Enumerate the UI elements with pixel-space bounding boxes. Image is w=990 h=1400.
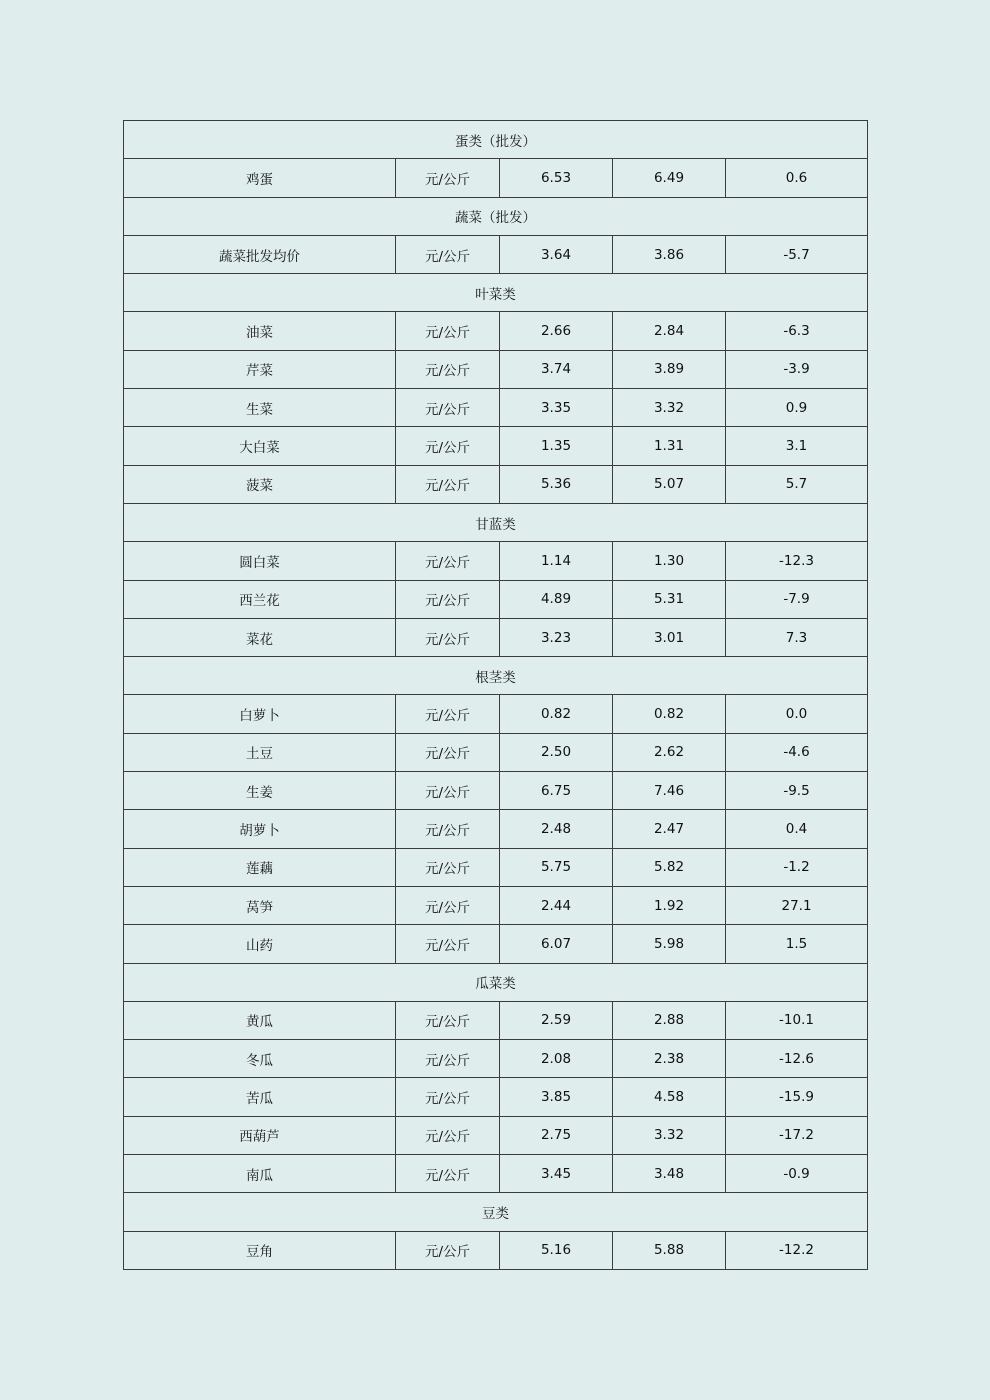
item-name-cell: 大白菜 <box>124 427 396 465</box>
change-percent-cell: 0.6 <box>726 159 868 197</box>
table-row <box>124 235 868 273</box>
current-price-cell: 3.85 <box>500 1078 613 1116</box>
change-percent-cell: -15.9 <box>726 1078 868 1116</box>
current-price-cell: 2.59 <box>500 1001 613 1039</box>
section-title: 蔬菜（批发） <box>124 197 868 235</box>
change-percent-cell: -12.6 <box>726 1040 868 1078</box>
item-name-cell: 南瓜 <box>124 1155 396 1193</box>
change-percent-cell: 1.5 <box>726 925 868 963</box>
previous-price-cell: 5.98 <box>613 925 726 963</box>
unit-cell: 元/公斤 <box>396 1231 500 1269</box>
table-row <box>124 810 868 848</box>
change-percent-cell: -17.2 <box>726 1116 868 1154</box>
current-price-cell: 3.74 <box>500 350 613 388</box>
table-row <box>124 848 868 886</box>
change-percent-cell: 3.1 <box>726 427 868 465</box>
section-title: 根茎类 <box>124 657 868 695</box>
table-row <box>124 1231 868 1269</box>
change-percent-cell: 0.0 <box>726 695 868 733</box>
price-table-body <box>124 121 868 1270</box>
previous-price-cell: 1.92 <box>613 886 726 924</box>
table-row <box>124 159 868 197</box>
current-price-cell: 1.35 <box>500 427 613 465</box>
item-name-cell: 油菜 <box>124 312 396 350</box>
table-row <box>124 925 868 963</box>
current-price-cell: 6.75 <box>500 772 613 810</box>
current-price-cell: 3.35 <box>500 389 613 427</box>
table-row <box>124 733 868 771</box>
current-price-cell: 3.23 <box>500 618 613 656</box>
section-header-row <box>124 274 868 312</box>
unit-cell: 元/公斤 <box>396 1040 500 1078</box>
section-title: 蛋类（批发） <box>124 121 868 159</box>
change-percent-cell: -6.3 <box>726 312 868 350</box>
unit-cell: 元/公斤 <box>396 350 500 388</box>
item-name-cell: 菠菜 <box>124 465 396 503</box>
table-row <box>124 1116 868 1154</box>
change-percent-cell: -0.9 <box>726 1155 868 1193</box>
change-percent-cell: -12.3 <box>726 542 868 580</box>
previous-price-cell: 2.84 <box>613 312 726 350</box>
current-price-cell: 6.07 <box>500 925 613 963</box>
item-name-cell: 冬瓜 <box>124 1040 396 1078</box>
unit-cell: 元/公斤 <box>396 235 500 273</box>
item-name-cell: 圆白菜 <box>124 542 396 580</box>
change-percent-cell: 0.4 <box>726 810 868 848</box>
previous-price-cell: 3.86 <box>613 235 726 273</box>
current-price-cell: 6.53 <box>500 159 613 197</box>
unit-cell: 元/公斤 <box>396 618 500 656</box>
change-percent-cell: -4.6 <box>726 733 868 771</box>
previous-price-cell: 2.38 <box>613 1040 726 1078</box>
section-header-row <box>124 1193 868 1231</box>
unit-cell: 元/公斤 <box>396 1155 500 1193</box>
item-name-cell: 黄瓜 <box>124 1001 396 1039</box>
item-name-cell: 莲藕 <box>124 848 396 886</box>
current-price-cell: 3.45 <box>500 1155 613 1193</box>
unit-cell: 元/公斤 <box>396 733 500 771</box>
previous-price-cell: 2.88 <box>613 1001 726 1039</box>
table-row <box>124 427 868 465</box>
current-price-cell: 2.75 <box>500 1116 613 1154</box>
change-percent-cell: 5.7 <box>726 465 868 503</box>
table-row <box>124 695 868 733</box>
section-title: 叶菜类 <box>124 274 868 312</box>
current-price-cell: 0.82 <box>500 695 613 733</box>
unit-cell: 元/公斤 <box>396 848 500 886</box>
item-name-cell: 土豆 <box>124 733 396 771</box>
previous-price-cell: 2.47 <box>613 810 726 848</box>
change-percent-cell: 7.3 <box>726 618 868 656</box>
change-percent-cell: -12.2 <box>726 1231 868 1269</box>
item-name-cell: 菜花 <box>124 618 396 656</box>
current-price-cell: 5.36 <box>500 465 613 503</box>
current-price-cell: 2.08 <box>500 1040 613 1078</box>
section-header-row <box>124 963 868 1001</box>
change-percent-cell: 0.9 <box>726 389 868 427</box>
previous-price-cell: 5.07 <box>613 465 726 503</box>
unit-cell: 元/公斤 <box>396 542 500 580</box>
unit-cell: 元/公斤 <box>396 810 500 848</box>
change-percent-cell: -1.2 <box>726 848 868 886</box>
table-row <box>124 1001 868 1039</box>
change-percent-cell: -3.9 <box>726 350 868 388</box>
previous-price-cell: 3.48 <box>613 1155 726 1193</box>
section-title: 豆类 <box>124 1193 868 1231</box>
unit-cell: 元/公斤 <box>396 1001 500 1039</box>
item-name-cell: 豆角 <box>124 1231 396 1269</box>
section-title: 甘蓝类 <box>124 503 868 541</box>
change-percent-cell: -10.1 <box>726 1001 868 1039</box>
current-price-cell: 2.48 <box>500 810 613 848</box>
unit-cell: 元/公斤 <box>396 695 500 733</box>
current-price-cell: 4.89 <box>500 580 613 618</box>
current-price-cell: 2.50 <box>500 733 613 771</box>
previous-price-cell: 7.46 <box>613 772 726 810</box>
unit-cell: 元/公斤 <box>396 925 500 963</box>
section-header-row <box>124 121 868 159</box>
change-percent-cell: -7.9 <box>726 580 868 618</box>
unit-cell: 元/公斤 <box>396 1116 500 1154</box>
unit-cell: 元/公斤 <box>396 772 500 810</box>
unit-cell: 元/公斤 <box>396 389 500 427</box>
unit-cell: 元/公斤 <box>396 312 500 350</box>
table-row <box>124 465 868 503</box>
item-name-cell: 生姜 <box>124 772 396 810</box>
table-row <box>124 312 868 350</box>
previous-price-cell: 0.82 <box>613 695 726 733</box>
item-name-cell: 西葫芦 <box>124 1116 396 1154</box>
price-table <box>123 120 868 1270</box>
section-title: 瓜菜类 <box>124 963 868 1001</box>
document-page <box>123 120 867 1270</box>
item-name-cell: 蔬菜批发均价 <box>124 235 396 273</box>
change-percent-cell: 27.1 <box>726 886 868 924</box>
unit-cell: 元/公斤 <box>396 580 500 618</box>
table-row <box>124 350 868 388</box>
change-percent-cell: -5.7 <box>726 235 868 273</box>
item-name-cell: 白萝卜 <box>124 695 396 733</box>
table-row <box>124 580 868 618</box>
table-row <box>124 1155 868 1193</box>
previous-price-cell: 3.01 <box>613 618 726 656</box>
previous-price-cell: 5.82 <box>613 848 726 886</box>
previous-price-cell: 4.58 <box>613 1078 726 1116</box>
current-price-cell: 1.14 <box>500 542 613 580</box>
item-name-cell: 芹菜 <box>124 350 396 388</box>
section-header-row <box>124 503 868 541</box>
table-row <box>124 772 868 810</box>
item-name-cell: 莴笋 <box>124 886 396 924</box>
previous-price-cell: 6.49 <box>613 159 726 197</box>
unit-cell: 元/公斤 <box>396 886 500 924</box>
unit-cell: 元/公斤 <box>396 427 500 465</box>
previous-price-cell: 1.30 <box>613 542 726 580</box>
unit-cell: 元/公斤 <box>396 1078 500 1116</box>
current-price-cell: 5.75 <box>500 848 613 886</box>
current-price-cell: 2.66 <box>500 312 613 350</box>
section-header-row <box>124 197 868 235</box>
previous-price-cell: 3.32 <box>613 1116 726 1154</box>
previous-price-cell: 5.31 <box>613 580 726 618</box>
item-name-cell: 西兰花 <box>124 580 396 618</box>
previous-price-cell: 2.62 <box>613 733 726 771</box>
item-name-cell: 苦瓜 <box>124 1078 396 1116</box>
table-row <box>124 542 868 580</box>
previous-price-cell: 5.88 <box>613 1231 726 1269</box>
item-name-cell: 鸡蛋 <box>124 159 396 197</box>
current-price-cell: 5.16 <box>500 1231 613 1269</box>
previous-price-cell: 3.89 <box>613 350 726 388</box>
item-name-cell: 生菜 <box>124 389 396 427</box>
item-name-cell: 山药 <box>124 925 396 963</box>
table-row <box>124 389 868 427</box>
table-row <box>124 886 868 924</box>
change-percent-cell: -9.5 <box>726 772 868 810</box>
previous-price-cell: 1.31 <box>613 427 726 465</box>
section-header-row <box>124 657 868 695</box>
table-row <box>124 1040 868 1078</box>
unit-cell: 元/公斤 <box>396 159 500 197</box>
item-name-cell: 胡萝卜 <box>124 810 396 848</box>
current-price-cell: 3.64 <box>500 235 613 273</box>
unit-cell: 元/公斤 <box>396 465 500 503</box>
previous-price-cell: 3.32 <box>613 389 726 427</box>
table-row <box>124 618 868 656</box>
current-price-cell: 2.44 <box>500 886 613 924</box>
table-row <box>124 1078 868 1116</box>
